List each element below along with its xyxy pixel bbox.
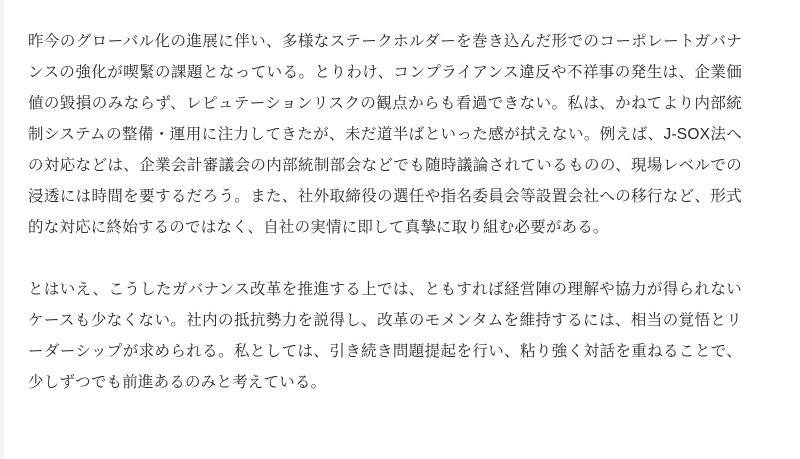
paragraph: とはいえ、こうしたガバナンス改革を推進する上では、ともすれば経営陣の理解や協力が得られないケースも少なくない。社内の抵抗勢力を説得し、改革のモメンタムを維持するには、相当の覚悟とリーダーシップが求められる。私としては、引き続き問題提起を行い、粘り強く対話を重ねることで、少しずつでも前進あるのみと考えている。 <box>28 281 742 391</box>
paragraph: 昨今のグローバル化の進展に伴い、多様なステークホルダーを巻き込んだ形でのコーポレートガバナンスの強化が喫緊の課題となっている。とりわけ、コンプライアンス違反や不祥事の発生は、企業価値の毀損のみならず、レピュテーションリスクの観点からも看過できない。私は、かねてより内部統制システムの整備・運用に注力してきたが、未だ道半ばといった感が拭えない。例えば、J-SOX法への対応などは、企業会計審議会の内部統制部会などでも随時議論されているものの、現場レベルでの浸透には時間を要するだろう。また、社外取締役の選任や指名委員会等設置会社への移行など、形式的な対応に終始するのではなく、自社の実情に即して真摯に取り組む必要がある。 <box>28 33 742 236</box>
document-body <box>28 26 742 398</box>
page-left-margin-rule <box>0 0 4 459</box>
